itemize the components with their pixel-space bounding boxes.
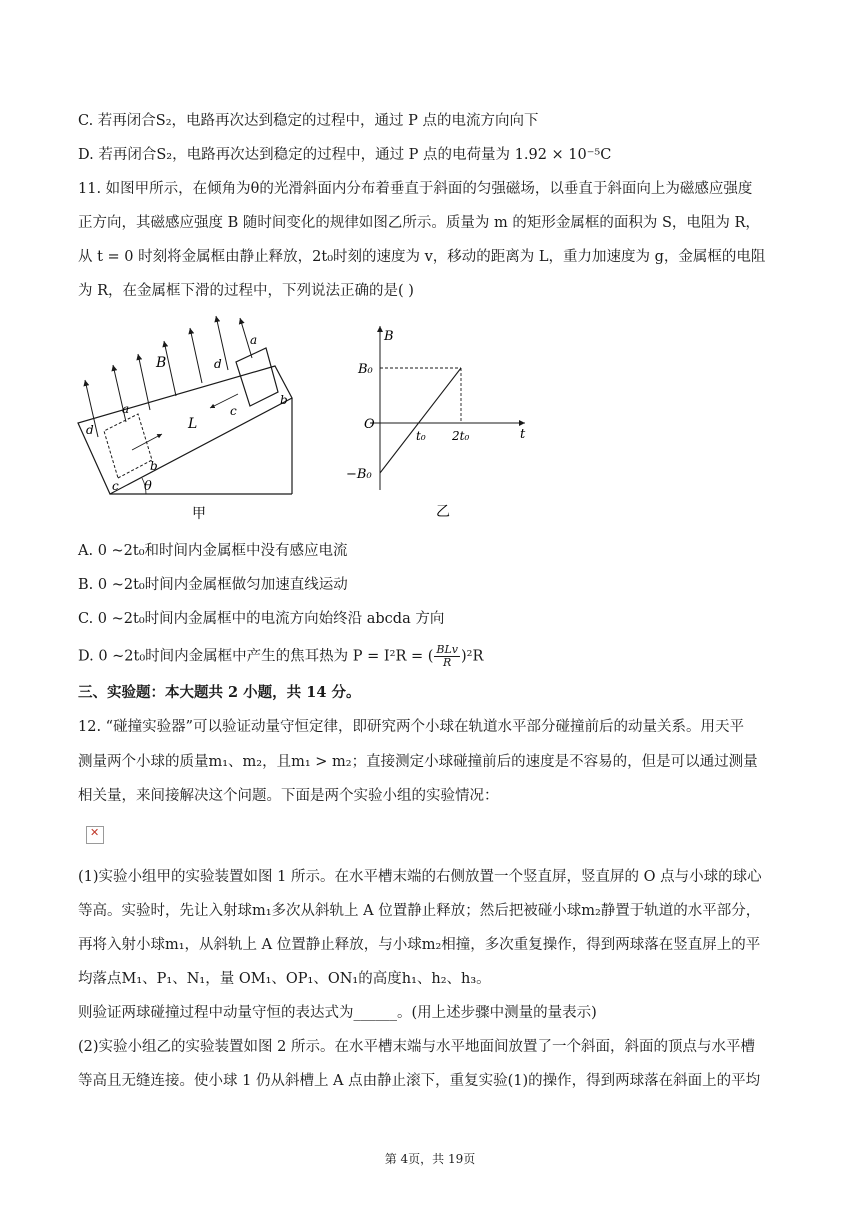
q11-option-c: C. 0 ~2t₀时间内金属框中的电流方向始终沿 abcda 方向 <box>78 611 445 627</box>
q12-p1-line1: (1)实验小组甲的实验装置如图 1 所示。在水平槽末端的右侧放置一个竖直屏，竖直屏的 O 点与小球的球心 <box>78 869 762 885</box>
q11-stem-line4: 为 R，在金属框下滑的过程中，下列说法正确的是( ) <box>78 283 414 299</box>
yi-2t0: 2t₀ <box>452 429 470 443</box>
label-B: B <box>156 355 167 371</box>
yi-B-axis: B <box>384 329 394 344</box>
q11-stem-line2: 正方向，其磁感应强度 B 随时间变化的规律如图乙所示。质量为 m 的矩形金属框的面积为 S，电阻为 R， <box>78 215 760 231</box>
label-theta: θ <box>144 479 152 494</box>
label-a2: a <box>250 333 258 347</box>
q11-option-d-prefix: D. 0 ~2t₀时间内金属框中产生的焦耳热为 P = I²R = ( <box>78 648 434 665</box>
fraction-denominator: R <box>443 656 452 669</box>
label-a1: a <box>122 402 130 416</box>
caption-jia: 甲 <box>192 506 206 522</box>
q11-option-a: A. 0 ~2t₀和时间内金属框中没有感应电流 <box>78 543 348 559</box>
q11-stem-line3: 从 t = 0 时刻将金属框由静止释放，2t₀时刻的速度为 v，移动的距离为 L，重力加速度为 g，金属框的电阻 <box>78 249 766 265</box>
section-3-heading: 三、实验题：本大题共 2 小题，共 14 分。 <box>78 684 361 701</box>
q12-line3: 相关量，来间接解决这个问题。下面是两个实验小组的实验情况： <box>78 788 499 804</box>
label-c2: c <box>230 404 237 418</box>
figure-jia <box>70 310 310 525</box>
label-b2: b <box>280 393 288 407</box>
q12-line1: 12. “碰撞实验器”可以验证动量守恒定律，即研究两个小球在轨道水平部分碰撞前后的动量关系。用天平 <box>78 719 744 735</box>
broken-image-icon <box>86 826 104 844</box>
q11-stem-line1: 11. 如图甲所示，在倾角为θ的光滑斜面内分布着垂直于斜面的匀强磁场，以垂直于斜面向上为磁感应强度 <box>78 181 753 197</box>
label-b1: b <box>150 459 158 473</box>
q10-option-c: C. 若再闭合S₂，电路再次达到稳定的过程中，通过 P 点的电流方向向下 <box>78 113 539 129</box>
fraction-numerator: BLv <box>436 643 458 656</box>
yi-negB0: −B₀ <box>346 467 372 482</box>
q11-option-d <box>78 644 483 669</box>
figure-yi <box>340 318 540 523</box>
yi-t0: t₀ <box>416 429 426 443</box>
q12-p1-line2: 等高。实验时，先让入射球m₁多次从斜轨上 A 位置静止释放；然后把被碰小球m₂静置于轨道的水平部分， <box>78 903 761 919</box>
q12-p2-line1: (2)实验小组乙的实验装置如图 2 所示。在水平槽末端与水平地面间放置了一个斜面，斜面的顶点与水平槽 <box>78 1039 755 1055</box>
q11-option-d-fraction <box>434 644 460 669</box>
label-L: L <box>188 416 198 432</box>
q12-p2-line2: 等高且无缝连接。使小球 1 仍从斜槽上 A 点由静止滚下，重复实验(1)的操作，得到两球落在斜面上的平均 <box>78 1073 761 1089</box>
yi-t-axis: t <box>520 427 526 442</box>
q11-option-d-suffix: )²R <box>461 648 484 665</box>
label-d2: d <box>214 357 222 371</box>
q12-line2: 测量两个小球的质量m₁、m₂，且m₁ > m₂；直接测定小球碰撞前后的速度是不容易的，但是可以通过测量 <box>78 754 758 770</box>
page-footer: 第 4页，共 19页 <box>384 1152 476 1166</box>
q11-option-b: B. 0 ~2t₀时间内金属框做匀加速直线运动 <box>78 577 348 593</box>
q12-p1-line5: 则验证两球碰撞过程中动量守恒的表达式为______。(用上述步骤中测量的量表示) <box>78 1005 597 1021</box>
q12-p1-line3: 再将入射小球m₁，从斜轨上 A 位置静止释放，与小球m₂相撞，多次重复操作，得到两球落在竖直屏上的平 <box>78 937 761 953</box>
yi-B0: B₀ <box>358 362 373 377</box>
caption-yi: 乙 <box>436 504 450 520</box>
q12-p1-line4: 均落点M₁、P₁、N₁，量 OM₁、OP₁、ON₁的高度h₁、h₂、h₃。 <box>78 971 491 987</box>
q10-option-d: D. 若再闭合S₂，电路再次达到稳定的过程中，通过 P 点的电荷量为 1.92 × 10⁻⁵C <box>78 147 612 163</box>
label-d1: d <box>86 423 94 437</box>
label-c1: c <box>112 479 119 493</box>
yi-origin: O <box>364 417 375 432</box>
